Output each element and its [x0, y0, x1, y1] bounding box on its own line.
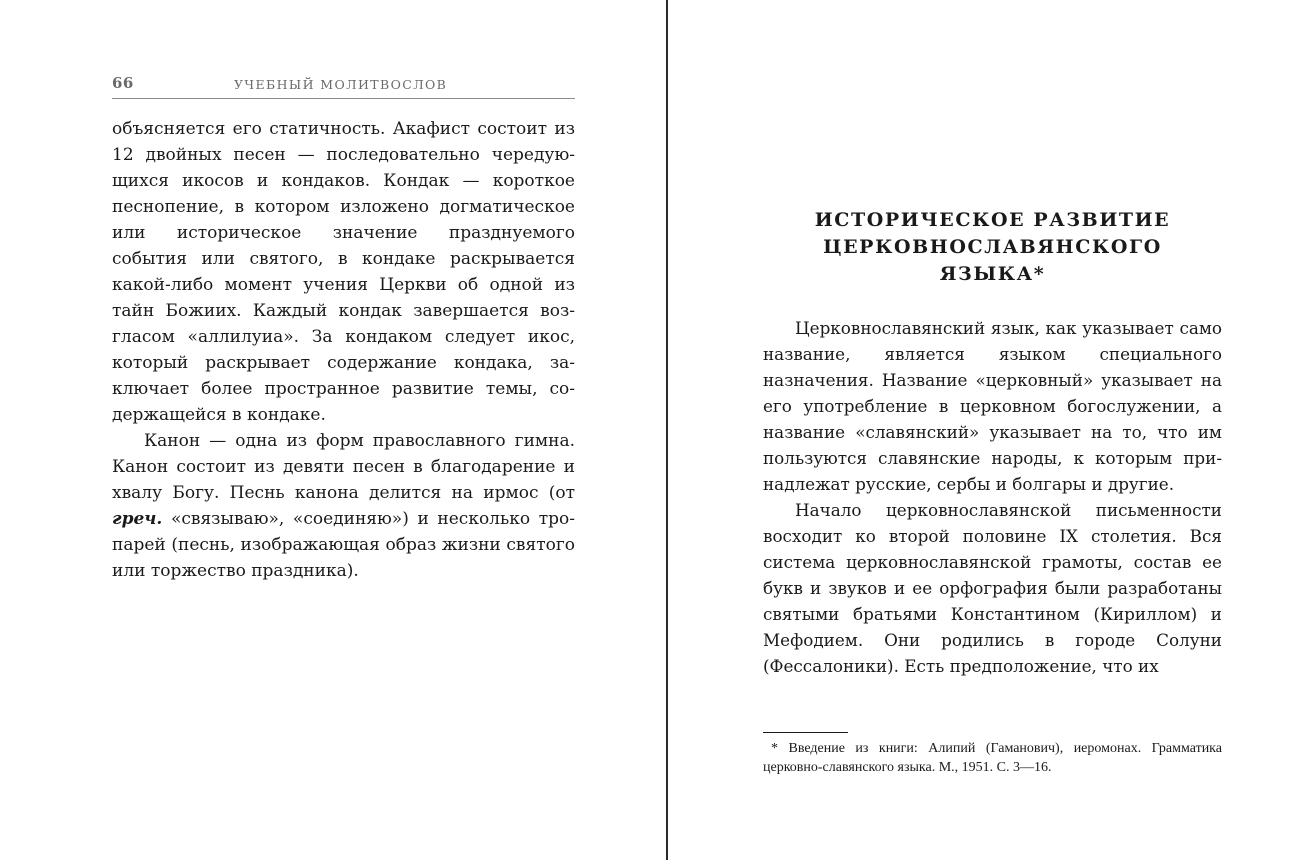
chapter-heading [763, 207, 1222, 288]
right-page [763, 0, 1222, 860]
paragraph: Церковнославянский язык, как указывает само название, является языком специального назначения. Название «церковный» указывает на его употребление в церковном богослужении, а название «славянский» указывает на то, что им пользуются славянские народы, к которым принадлежат русские, сербы и болгары и другие. [763, 318, 1222, 494]
paragraph: объясняется его статичность. Акафист состоит из 12 двойных песен — последовательно чередующихся икосов и кондаков. Кондак — короткое песнопение, в котором изложено догматическое или историческое значение празднуемого события или святого, в кондаке раскрывается какой-либо момент учения Церкви об одной из тайн Божиих. Каждый кондак завершается возгласом «аллилуиа». За кондаком следует икос, который раскрывает содержание кондака, заключает более пространное развитие темы, содержащейся в кондаке. [112, 119, 575, 425]
left-page [112, 0, 575, 860]
running-head [112, 72, 575, 99]
heading-line: ЦЕРКОВНОСЛАВЯНСКОГО [823, 236, 1162, 258]
paragraph [112, 428, 575, 584]
paragraph-text: Канон — одна из форм православного гимна. Канон состоит из девяти песен в благодарение и хвалу Богу. Песнь канона делится на ирмос (от [112, 431, 575, 503]
page-number: 66 [112, 74, 134, 92]
footnote: * Введение из книги: Алипий (Гаманович), иеромонах. Грамматика церковно-славянского языка. М., 1951. С. 3—16. [763, 741, 1222, 775]
paragraph: Начало церковнославянской письменности восходит ко второй половине IX столетия. Вся система церковнославянской грамоты, состав ее букв и звуков и ее орфография были разработаны святыми братьями Константином (Кириллом) и Мефодием. Они родились в городе Солуни (Фессалоники). Есть предположение, что их [763, 500, 1222, 676]
italic-abbreviation: греч. [112, 509, 163, 529]
right-body-text [763, 315, 1222, 679]
paragraph-text: «связываю», «соединяю») и несколько тропарей (песнь, изображающая образ жизни святого или торжество праздника). [112, 509, 575, 581]
heading-line: ЯЗЫКА* [939, 263, 1046, 285]
running-title: УЧЕБНЫЙ МОЛИТВОСЛОВ [234, 77, 448, 92]
footnote-rule [763, 732, 848, 733]
book-gutter [666, 0, 668, 860]
heading-line: ИСТОРИЧЕСКОЕ РАЗВИТИЕ [814, 209, 1171, 231]
left-body-text [112, 116, 575, 584]
